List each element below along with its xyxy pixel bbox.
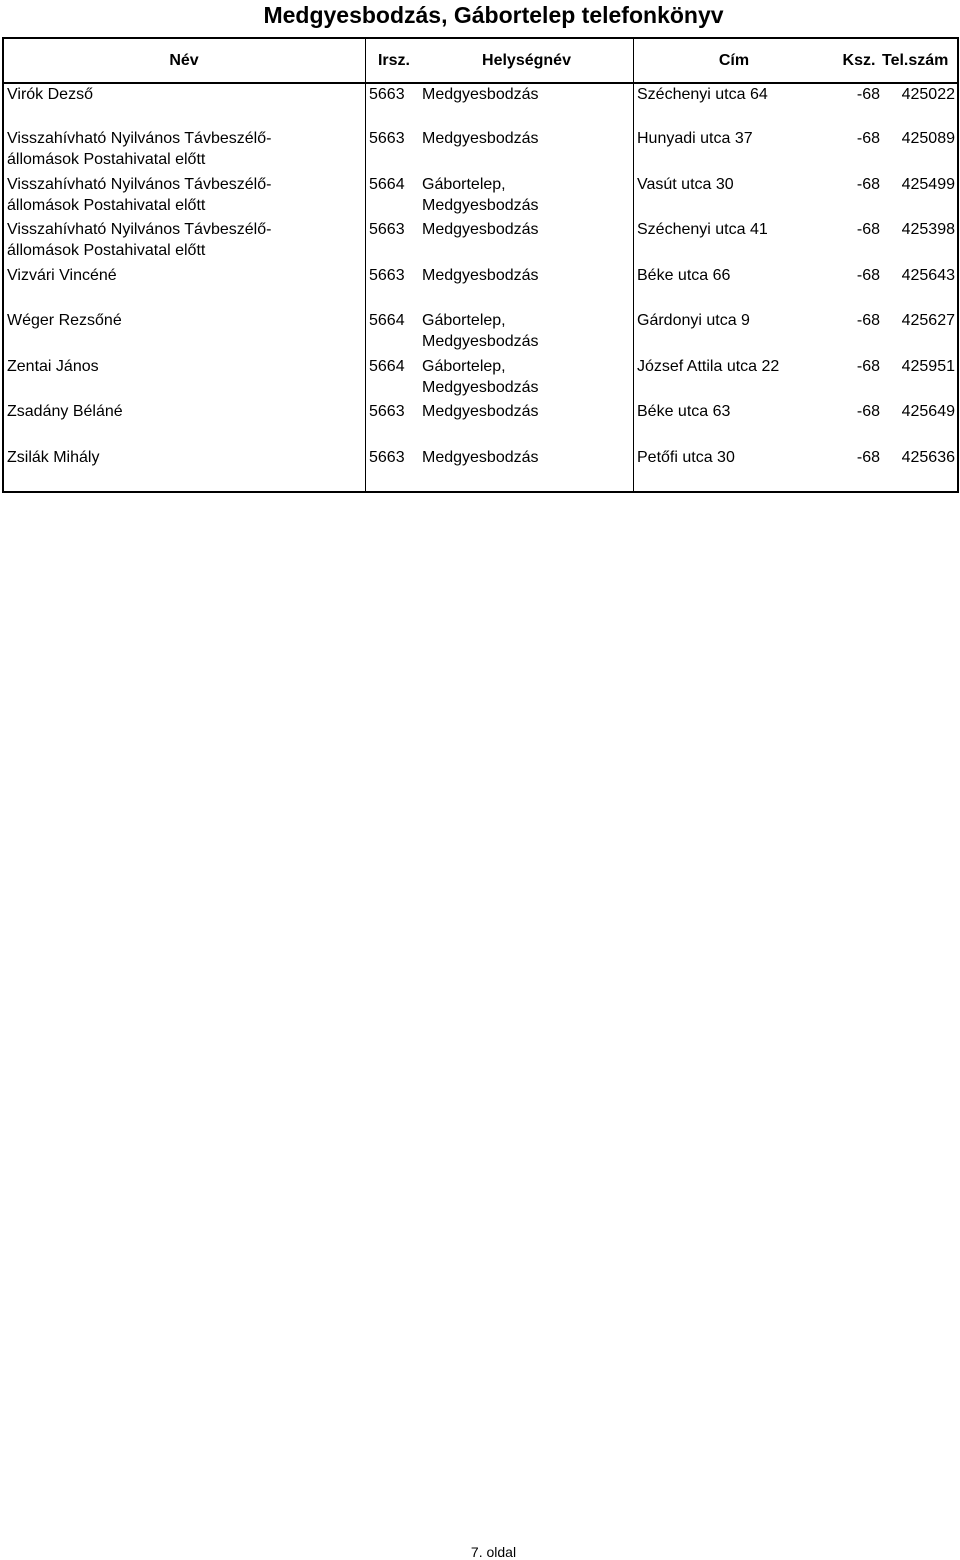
phone-cell: 425398 bbox=[901, 221, 955, 238]
name-cell: Visszahívható Nyilvános Távbeszélő- bbox=[7, 130, 272, 147]
zip-cell: 5663 bbox=[369, 86, 405, 103]
address-cell: Gárdonyi utca 9 bbox=[637, 312, 750, 329]
header-cim: Cím bbox=[718, 52, 750, 69]
area-code-cell: -68 bbox=[856, 86, 880, 103]
phone-cell: 425951 bbox=[901, 358, 955, 375]
header-irsz: Irsz. bbox=[377, 52, 410, 69]
area-code-cell: -68 bbox=[856, 312, 880, 329]
city-cell: Medgyesbodzás bbox=[422, 333, 539, 350]
city-cell: Medgyesbodzás bbox=[422, 86, 539, 103]
phone-cell: 425022 bbox=[901, 86, 955, 103]
phone-cell: 425636 bbox=[901, 449, 955, 466]
name-cell: Visszahívható Nyilvános Távbeszélő- bbox=[7, 176, 272, 193]
city-cell: Gábortelep, bbox=[422, 358, 506, 375]
city-cell: Gábortelep, bbox=[422, 176, 506, 193]
city-cell: Medgyesbodzás bbox=[422, 379, 539, 396]
area-code-cell: -68 bbox=[856, 449, 880, 466]
name-cell: Zsadány Béláné bbox=[7, 403, 123, 420]
column-divider bbox=[633, 39, 634, 491]
city-cell: Medgyesbodzás bbox=[422, 130, 539, 147]
address-cell: Béke utca 66 bbox=[637, 267, 731, 284]
zip-cell: 5663 bbox=[369, 267, 405, 284]
page-number: 7. oldal bbox=[470, 1544, 517, 1560]
phone-cell: 425499 bbox=[901, 176, 955, 193]
area-code-cell: -68 bbox=[856, 267, 880, 284]
name-cell: Virók Dezső bbox=[7, 86, 93, 103]
phone-cell: 425649 bbox=[901, 403, 955, 420]
phone-cell: 425643 bbox=[901, 267, 955, 284]
city-cell: Medgyesbodzás bbox=[422, 221, 539, 238]
city-cell: Medgyesbodzás bbox=[422, 197, 539, 214]
area-code-cell: -68 bbox=[856, 221, 880, 238]
name-cell: Visszahívható Nyilvános Távbeszélő- bbox=[7, 221, 272, 238]
area-code-cell: -68 bbox=[856, 176, 880, 193]
name-cell: Wéger Rezsőné bbox=[7, 312, 122, 329]
zip-cell: 5664 bbox=[369, 312, 405, 329]
zip-cell: 5663 bbox=[369, 449, 405, 466]
header-nev: Név bbox=[169, 52, 199, 69]
name-cell: Zentai János bbox=[7, 358, 99, 375]
area-code-cell: -68 bbox=[856, 358, 880, 375]
address-cell: Petőfi utca 30 bbox=[637, 449, 735, 466]
header-helysegnev: Helységnév bbox=[482, 52, 571, 69]
column-divider bbox=[365, 39, 366, 491]
city-cell: Gábortelep, bbox=[422, 312, 506, 329]
address-cell: Béke utca 63 bbox=[637, 403, 731, 420]
header-divider bbox=[4, 82, 957, 84]
city-cell: Medgyesbodzás bbox=[422, 449, 539, 466]
city-cell: Medgyesbodzás bbox=[422, 403, 539, 420]
address-cell: Vasút utca 30 bbox=[637, 176, 734, 193]
area-code-cell: -68 bbox=[856, 403, 880, 420]
name-cell: állomások Postahivatal előtt bbox=[7, 197, 206, 214]
name-cell: Zsilák Mihály bbox=[7, 449, 100, 466]
address-cell: Hunyadi utca 37 bbox=[637, 130, 753, 147]
area-code-cell: -68 bbox=[856, 130, 880, 147]
address-cell: Széchenyi utca 41 bbox=[637, 221, 768, 238]
phone-cell: 425627 bbox=[901, 312, 955, 329]
zip-cell: 5663 bbox=[369, 403, 405, 420]
header-ksz: Ksz. bbox=[842, 52, 876, 69]
city-cell: Medgyesbodzás bbox=[422, 267, 539, 284]
zip-cell: 5663 bbox=[369, 130, 405, 147]
name-cell: Vizvári Vincéné bbox=[7, 267, 117, 284]
zip-cell: 5663 bbox=[369, 221, 405, 238]
name-cell: állomások Postahivatal előtt bbox=[7, 151, 206, 168]
page-title: Medgyesbodzás, Gábortelep telefonkönyv bbox=[263, 2, 724, 28]
phone-cell: 425089 bbox=[901, 130, 955, 147]
address-cell: József Attila utca 22 bbox=[637, 358, 780, 375]
phonebook-table bbox=[2, 37, 959, 493]
header-telszam: Tel.szám bbox=[882, 52, 949, 69]
zip-cell: 5664 bbox=[369, 358, 405, 375]
name-cell: állomások Postahivatal előtt bbox=[7, 242, 206, 259]
address-cell: Széchenyi utca 64 bbox=[637, 86, 768, 103]
zip-cell: 5664 bbox=[369, 176, 405, 193]
